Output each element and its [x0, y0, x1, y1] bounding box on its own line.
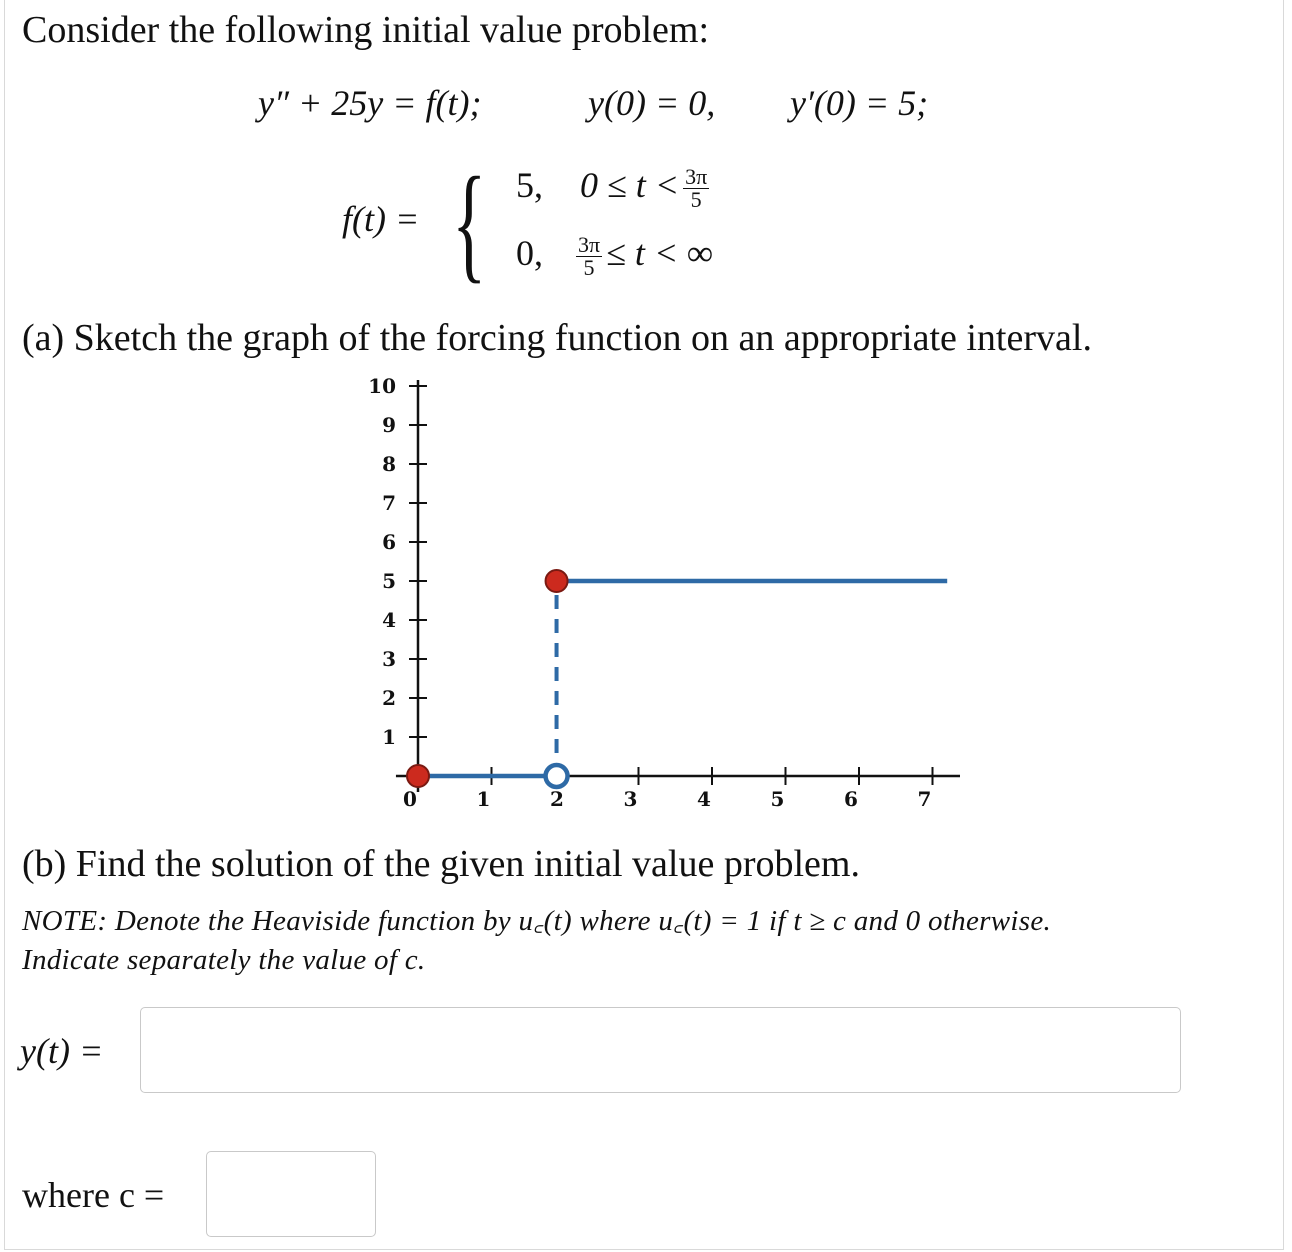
part-a-prompt: (a) Sketch the graph of the forcing function on an appropriate interval. — [22, 317, 1092, 359]
case1-fraction — [683, 166, 709, 211]
x-tick-label-0: 0 — [403, 787, 417, 810]
note-line-1: NOTE: Denote the Heaviside function by u꜀(t) where u꜀(t) = 1 if t ≥ c and 0 otherwise. — [22, 905, 1052, 937]
points-layer[interactable] — [407, 570, 568, 787]
case1-condition — [580, 164, 713, 211]
x-tick-label-3: 3 — [623, 787, 638, 810]
x-tick-label-5: 5 — [770, 787, 785, 810]
x-axis-ticks — [403, 767, 932, 810]
case2-value: 0, — [516, 233, 543, 273]
initial-condition-y: y(0) = 0, — [588, 83, 716, 123]
x-tick-label-7: 7 — [917, 787, 932, 810]
y-tick-label-2: 2 — [382, 686, 396, 710]
c-answer-input[interactable] — [206, 1151, 376, 1237]
y-tick-label-5: 5 — [382, 569, 396, 593]
x-tick-label-6: 6 — [844, 787, 858, 810]
note-line-2: Indicate separately the value of c. — [22, 944, 426, 976]
y-answer-label: y(t) = — [20, 1031, 104, 1071]
case2-frac-num: 3π — [578, 232, 601, 258]
case2-frac-den: 5 — [583, 255, 595, 281]
case1-cond-left: 0 ≤ t < — [580, 165, 680, 205]
ode-equation: y″ + 25y = f(t); — [258, 83, 482, 123]
case2-fraction — [576, 234, 602, 279]
y-answer-input[interactable] — [140, 1007, 1181, 1093]
x-tick-label-1: 1 — [476, 787, 491, 810]
part-b-prompt: (b) Find the solution of the given initial value problem. — [22, 843, 860, 885]
open-point-3[interactable] — [546, 765, 568, 787]
initial-condition-yprime: y′(0) = 5; — [790, 83, 929, 123]
y-tick-label-10: 10 — [368, 374, 396, 398]
c-answer-label: where c = — [22, 1175, 165, 1215]
case2-condition — [576, 232, 713, 279]
y-tick-label-3: 3 — [382, 647, 396, 671]
y-tick-label-1: 1 — [382, 725, 396, 749]
series-layer — [418, 581, 947, 776]
closed-point-2[interactable] — [546, 570, 568, 592]
y-tick-label-4: 4 — [382, 608, 396, 632]
y-tick-label-9: 9 — [382, 413, 396, 437]
case1-value: 5, — [516, 165, 543, 205]
intro-text: Consider the following initial value problem: — [22, 9, 710, 51]
piecewise-brace: { — [452, 151, 487, 295]
x-tick-label-4: 4 — [697, 787, 711, 810]
x-tick-label-2: 2 — [550, 787, 564, 810]
case1-frac-num: 3π — [685, 164, 708, 190]
case1-frac-den: 5 — [690, 187, 702, 213]
forcing-lhs: f(t) = — [342, 199, 420, 239]
y-tick-label-7: 7 — [382, 491, 396, 515]
forcing-function-graph[interactable] — [360, 370, 960, 810]
closed-point-1[interactable] — [407, 765, 429, 787]
case2-cond-right: ≤ t < ∞ — [606, 233, 713, 273]
y-tick-label-6: 6 — [382, 530, 396, 554]
y-tick-label-8: 8 — [382, 452, 396, 476]
